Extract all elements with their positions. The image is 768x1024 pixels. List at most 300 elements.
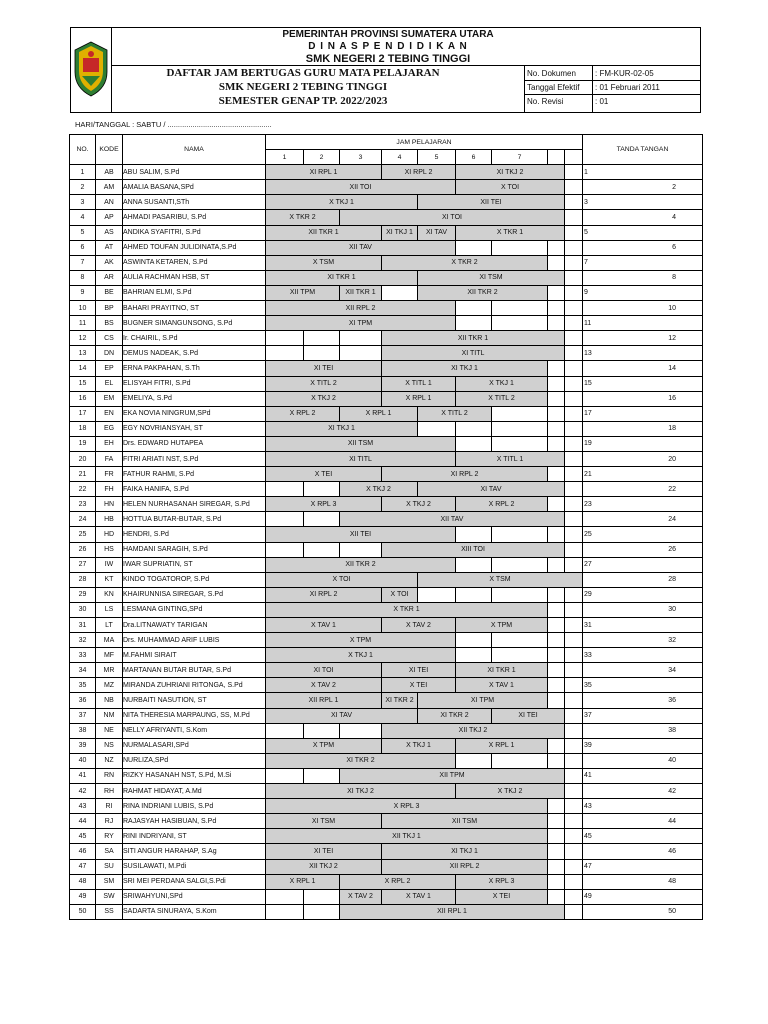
period-cell-empty <box>548 527 565 542</box>
class-assignment: X RPL 1 <box>266 874 340 889</box>
signature-cell: 38 <box>583 723 703 738</box>
table-row <box>70 165 703 180</box>
class-assignment: XII TKR 2 <box>418 285 548 300</box>
period-cell-empty <box>492 421 548 436</box>
teacher-code: SU <box>96 859 123 874</box>
class-assignment: XII TKR 1 <box>266 225 382 240</box>
row-number: 24 <box>70 512 96 527</box>
period-cell-empty <box>304 889 340 904</box>
period-cell-empty <box>565 255 583 270</box>
period-cell-empty <box>548 587 565 602</box>
teacher-code: NZ <box>96 753 123 768</box>
table-row <box>70 436 703 451</box>
signature-cell: 29 <box>583 587 703 602</box>
period-cell-empty <box>304 723 340 738</box>
class-assignment: XII TKR 1 <box>382 331 565 346</box>
signature-cell: 23 <box>583 497 703 512</box>
table-row <box>70 391 703 406</box>
teacher-name: Drs. EDWARD HUTAPEA <box>123 436 266 451</box>
class-assignment: XIII TOI <box>382 542 565 557</box>
class-assignment: X TKJ 2 <box>266 391 382 406</box>
teacher-code: NM <box>96 708 123 723</box>
table-row <box>70 195 703 210</box>
period-cell-empty <box>565 165 583 180</box>
teacher-code: AB <box>96 165 123 180</box>
period-cell-empty <box>548 874 565 889</box>
period-cell-empty <box>304 542 340 557</box>
period-cell-empty <box>565 467 583 482</box>
teacher-code: KT <box>96 572 123 587</box>
class-assignment: X TKJ 1 <box>266 195 418 210</box>
title-line-1: DAFTAR JAM BERTUGAS GURU MATA PELAJARAN <box>166 67 440 79</box>
teacher-name: SRIWAHYUNI,SPd <box>123 889 266 904</box>
row-number: 17 <box>70 406 96 421</box>
table-row <box>70 512 703 527</box>
teacher-code: KN <box>96 587 123 602</box>
teacher-name: BUGNER SIMANGUNSONG, S.Pd <box>123 316 266 331</box>
period-cell-empty <box>266 482 304 497</box>
teacher-code: AK <box>96 255 123 270</box>
class-assignment: XI RPL 1 <box>266 165 382 180</box>
docinfo-divider <box>524 65 525 113</box>
table-row <box>70 285 703 300</box>
period-cell-empty <box>565 663 583 678</box>
teacher-code: MR <box>96 663 123 678</box>
signature-cell: 4 <box>583 210 703 225</box>
period-cell-empty <box>565 436 583 451</box>
class-assignment: XI RPL 2 <box>266 587 382 602</box>
table-row <box>70 557 703 572</box>
province-emblem-icon <box>72 40 110 100</box>
table-row <box>70 467 703 482</box>
period-cell-empty <box>565 376 583 391</box>
period-cell-empty <box>548 467 565 482</box>
teacher-code: HD <box>96 527 123 542</box>
teacher-name: KINDO TOGATOROP, S.Pd <box>123 572 266 587</box>
signature-cell: 37 <box>583 708 703 723</box>
class-assignment: X RPL 2 <box>266 406 340 421</box>
class-assignment: XII TEI <box>266 527 456 542</box>
teacher-code: AM <box>96 180 123 195</box>
revision-value: : 01 <box>595 97 609 106</box>
row-number: 20 <box>70 451 96 466</box>
class-assignment: XI TEI <box>492 708 565 723</box>
class-assignment: XI TKR 2 <box>418 708 492 723</box>
table-row <box>70 255 703 270</box>
title-line-2: SMK NEGERI 2 TEBING TINGGI <box>218 81 388 93</box>
period-cell-empty <box>565 738 583 753</box>
teacher-code: AN <box>96 195 123 210</box>
teacher-code: FH <box>96 482 123 497</box>
class-assignment: X RPL 3 <box>266 497 382 512</box>
period-cell-empty <box>548 648 565 663</box>
period-cell-empty <box>565 678 583 693</box>
class-assignment: XI RPL 2 <box>382 467 548 482</box>
signature-cell: 33 <box>583 648 703 663</box>
row-number: 47 <box>70 859 96 874</box>
logo-cell <box>71 28 112 113</box>
teacher-code: BP <box>96 301 123 316</box>
teacher-code: AR <box>96 270 123 285</box>
gov-line: PEMERINTAH PROVINSI SUMATERA UTARA <box>282 29 494 40</box>
period-cell-empty <box>304 512 340 527</box>
class-assignment: XI TKR 2 <box>266 753 456 768</box>
row-number: 37 <box>70 708 96 723</box>
period-cell-empty <box>456 527 492 542</box>
class-assignment: XI TPM <box>266 316 456 331</box>
col-nama: NAMA <box>123 135 266 165</box>
table-row <box>70 497 703 512</box>
row-number: 2 <box>70 180 96 195</box>
class-assignment: X TEI <box>266 467 382 482</box>
period-cell-empty <box>492 753 548 768</box>
class-assignment: XI TEI <box>382 663 456 678</box>
period-cell-empty <box>565 618 583 633</box>
class-assignment: XI TKR 2 <box>382 693 418 708</box>
period-cell-empty <box>548 316 565 331</box>
signature-cell: 47 <box>583 859 703 874</box>
school-line: SMK NEGERI 2 TEBING TINGGI <box>305 53 471 65</box>
row-number: 26 <box>70 542 96 557</box>
class-assignment: X RPL 3 <box>456 874 548 889</box>
teacher-code: SS <box>96 904 123 919</box>
period-cell-empty <box>492 633 548 648</box>
table-row <box>70 708 703 723</box>
signature-cell: 41 <box>583 768 703 783</box>
period-cell-empty <box>548 844 565 859</box>
period-cell-empty <box>548 436 565 451</box>
teacher-name: RIZKY HASANAH NST, S.Pd, M.Si <box>123 768 266 783</box>
period-cell-empty <box>565 361 583 376</box>
period-cell-empty <box>565 889 583 904</box>
teacher-code: HB <box>96 512 123 527</box>
table-row <box>70 753 703 768</box>
teacher-code: MF <box>96 648 123 663</box>
header-divider <box>111 65 701 66</box>
teacher-name: ANNA SUSANTI,STh <box>123 195 266 210</box>
table-row <box>70 889 703 904</box>
class-assignment: X TKR 2 <box>382 255 548 270</box>
row-number: 44 <box>70 814 96 829</box>
period-cell-empty <box>565 587 583 602</box>
class-assignment: XII TSM <box>266 436 456 451</box>
signature-cell: 49 <box>583 889 703 904</box>
class-assignment: X TAV 2 <box>266 678 382 693</box>
period-cell-empty <box>548 753 565 768</box>
period-cell-empty <box>456 557 492 572</box>
class-assignment: X TKJ 1 <box>456 376 548 391</box>
table-row <box>70 361 703 376</box>
col-period-2: 2 <box>304 150 340 165</box>
col-period-4: 4 <box>382 150 418 165</box>
teacher-name: FITRI ARIATI NST, S.Pd <box>123 451 266 466</box>
class-assignment: XI TAV <box>266 708 418 723</box>
teacher-code: AS <box>96 225 123 240</box>
table-body <box>70 165 703 920</box>
teacher-name: NURMALASARI,SPd <box>123 738 266 753</box>
class-assignment: XI TKJ 1 <box>382 844 548 859</box>
period-cell-empty <box>548 255 565 270</box>
period-cell-empty <box>456 753 492 768</box>
period-cell-empty <box>266 723 304 738</box>
row-number: 22 <box>70 482 96 497</box>
class-assignment: X RPL 2 <box>456 497 548 512</box>
class-assignment: XII TKR 1 <box>340 285 382 300</box>
row-number: 8 <box>70 270 96 285</box>
row-number: 25 <box>70 527 96 542</box>
table-row <box>70 451 703 466</box>
class-assignment: X TKJ 2 <box>340 482 418 497</box>
class-assignment: XI TKJ 2 <box>266 784 456 799</box>
class-assignment: XI TITL <box>266 451 456 466</box>
period-cell-empty <box>548 406 565 421</box>
class-assignment: XI TEI <box>266 361 382 376</box>
row-number: 42 <box>70 784 96 799</box>
table-row <box>70 210 703 225</box>
class-assignment: X RPL 1 <box>382 391 456 406</box>
table-row <box>70 346 703 361</box>
period-cell-empty <box>565 331 583 346</box>
class-assignment: XII TKJ 2 <box>382 723 565 738</box>
table-row <box>70 482 703 497</box>
teacher-name: MARTANAN BUTAR BUTAR, S.Pd <box>123 663 266 678</box>
row-number: 23 <box>70 497 96 512</box>
teacher-code: RN <box>96 768 123 783</box>
row-number: 43 <box>70 799 96 814</box>
class-assignment: XI TOI <box>340 210 565 225</box>
period-cell-empty <box>548 678 565 693</box>
teacher-name: HOTTUA BUTAR-BUTAR, S.Pd <box>123 512 266 527</box>
teacher-name: MIRANDA ZUHRIANI RITONGA, S.Pd <box>123 678 266 693</box>
period-cell-empty <box>456 316 492 331</box>
teacher-code: RY <box>96 829 123 844</box>
teacher-name: RINI INDRIYANI, ST <box>123 829 266 844</box>
teacher-name: SRI MEI PERDANA SALGI,S.Pdi <box>123 874 266 889</box>
table-row <box>70 527 703 542</box>
effective-date-value: : 01 Februari 2011 <box>595 83 660 92</box>
signature-cell: 16 <box>583 391 703 406</box>
class-assignment: XII TAV <box>266 240 456 255</box>
row-number: 6 <box>70 240 96 255</box>
table-row <box>70 663 703 678</box>
row-number: 3 <box>70 195 96 210</box>
table-row <box>70 225 703 240</box>
table-row <box>70 844 703 859</box>
table-row <box>70 270 703 285</box>
docinfo-row-line-2 <box>524 94 701 95</box>
teacher-code: NE <box>96 723 123 738</box>
class-assignment: XI TKJ 2 <box>456 165 565 180</box>
class-assignment: X TPM <box>266 633 456 648</box>
table-row <box>70 829 703 844</box>
table-row <box>70 693 703 708</box>
period-cell-empty <box>548 829 565 844</box>
period-cell-empty <box>492 436 548 451</box>
period-cell-empty <box>492 406 548 421</box>
class-assignment: XI TAV <box>418 225 456 240</box>
table-row <box>70 633 703 648</box>
period-cell-empty <box>565 542 583 557</box>
signature-cell: 31 <box>583 618 703 633</box>
table-row <box>70 859 703 874</box>
class-assignment: X TSM <box>266 255 382 270</box>
teacher-code: BS <box>96 316 123 331</box>
signature-cell: 3 <box>583 195 703 210</box>
class-assignment: X TOI <box>382 587 418 602</box>
period-cell-empty <box>565 527 583 542</box>
period-cell-empty <box>565 512 583 527</box>
teacher-code: MZ <box>96 678 123 693</box>
teacher-name: DEMUS NADEAK, S.Pd <box>123 346 266 361</box>
class-assignment: X TITL 1 <box>456 451 565 466</box>
table-row <box>70 406 703 421</box>
period-cell-empty <box>266 331 304 346</box>
signature-cell: 46 <box>583 844 703 859</box>
period-cell-empty <box>266 768 304 783</box>
period-cell-empty <box>492 527 548 542</box>
period-cell-empty <box>565 301 583 316</box>
period-cell-empty <box>565 482 583 497</box>
period-cell-empty <box>565 904 583 919</box>
teacher-name: SUSILAWATI, M.Pdi <box>123 859 266 874</box>
period-cell-empty <box>565 768 583 783</box>
row-number: 12 <box>70 331 96 346</box>
signature-cell: 22 <box>583 482 703 497</box>
period-cell-empty <box>565 421 583 436</box>
class-assignment: XI TKR 1 <box>456 663 548 678</box>
class-assignment: X RPL 2 <box>340 874 456 889</box>
day-date-line: HARI/TANGGAL : SABTU / .................................................. <box>75 120 272 129</box>
period-cell-empty <box>340 331 382 346</box>
class-assignment: X TPM <box>266 738 382 753</box>
teacher-name: BAHRIAN ELMI, S.Pd <box>123 285 266 300</box>
teacher-name: ELISYAH FITRI, S.Pd <box>123 376 266 391</box>
class-assignment: X TOI <box>456 180 565 195</box>
teacher-code: EM <box>96 391 123 406</box>
period-cell-empty <box>565 406 583 421</box>
class-assignment: XII TAV <box>340 512 565 527</box>
row-number: 46 <box>70 844 96 859</box>
teacher-name: M.FAHMI SIRAIT <box>123 648 266 663</box>
class-assignment: X TAV 2 <box>382 618 456 633</box>
class-assignment: XI TKJ 1 <box>382 361 548 376</box>
teacher-name: SITI ANGUR HARAHAP, S.Ag <box>123 844 266 859</box>
teacher-name: EGY NOVRIANSYAH, ST <box>123 421 266 436</box>
period-cell-empty <box>456 648 492 663</box>
table-row <box>70 799 703 814</box>
period-cell-empty <box>418 421 456 436</box>
teacher-code: IW <box>96 557 123 572</box>
signature-cell: 18 <box>583 421 703 436</box>
period-cell-empty <box>304 482 340 497</box>
row-number: 31 <box>70 618 96 633</box>
period-cell-empty <box>266 889 304 904</box>
period-cell-empty <box>304 346 340 361</box>
teacher-name: AMALIA BASANA,SPd <box>123 180 266 195</box>
signature-cell: 36 <box>583 693 703 708</box>
signature-cell: 42 <box>583 784 703 799</box>
class-assignment: X TSM <box>418 572 583 587</box>
teacher-code: RI <box>96 799 123 814</box>
signature-cell: 27 <box>583 557 703 572</box>
class-assignment: XI TSM <box>418 270 565 285</box>
class-assignment: XII RPL 1 <box>340 904 565 919</box>
row-number: 5 <box>70 225 96 240</box>
class-assignment: XI TOI <box>266 663 382 678</box>
teacher-code: RJ <box>96 814 123 829</box>
signature-cell: 45 <box>583 829 703 844</box>
teacher-name: ERNA PAKPAHAN, S.Th <box>123 361 266 376</box>
period-cell-empty <box>266 904 304 919</box>
row-number: 45 <box>70 829 96 844</box>
table-row <box>70 542 703 557</box>
period-cell-empty <box>565 346 583 361</box>
period-cell-empty <box>565 633 583 648</box>
period-cell-empty <box>266 346 304 361</box>
class-assignment: X TITL 1 <box>382 376 456 391</box>
signature-cell: 32 <box>583 633 703 648</box>
period-cell-empty <box>548 361 565 376</box>
signature-cell: 25 <box>583 527 703 542</box>
class-assignment: X TKR 1 <box>266 602 548 617</box>
period-cell-empty <box>266 542 304 557</box>
period-cell-empty <box>456 587 492 602</box>
class-assignment: XI TITL <box>382 346 565 361</box>
teacher-code: SA <box>96 844 123 859</box>
teacher-name: RINA INDRIANI LUBIS, S.Pd <box>123 799 266 814</box>
period-cell-empty <box>548 557 565 572</box>
row-number: 9 <box>70 285 96 300</box>
col-period-extra-1 <box>548 150 565 165</box>
period-cell-empty <box>565 195 583 210</box>
period-cell-empty <box>492 240 548 255</box>
period-cell-empty <box>565 210 583 225</box>
class-assignment: XII RPL 2 <box>382 859 548 874</box>
row-number: 41 <box>70 768 96 783</box>
table-row <box>70 784 703 799</box>
teacher-code: HS <box>96 542 123 557</box>
class-assignment: X TKJ 1 <box>382 738 456 753</box>
class-assignment: X RPL 1 <box>340 406 418 421</box>
class-assignment: X TITL 2 <box>418 406 492 421</box>
teacher-name: NURLIZA,SPd <box>123 753 266 768</box>
class-assignment: X TKJ 2 <box>456 784 565 799</box>
period-cell-empty <box>565 648 583 663</box>
class-assignment: X TEI <box>456 889 548 904</box>
signature-cell: 43 <box>583 799 703 814</box>
teacher-name: Dra.LITNAWATY TARIGAN <box>123 618 266 633</box>
period-cell-empty <box>565 391 583 406</box>
period-cell-empty <box>565 814 583 829</box>
class-assignment: XI TKJ 1 <box>266 421 418 436</box>
period-cell-empty <box>548 240 565 255</box>
teacher-name: IWAR SUPRIATIN, ST <box>123 557 266 572</box>
row-number: 19 <box>70 436 96 451</box>
period-cell-empty <box>456 301 492 316</box>
period-cell-empty <box>456 421 492 436</box>
row-number: 36 <box>70 693 96 708</box>
revision-label: No. Revisi <box>527 97 564 106</box>
period-cell-empty <box>565 693 583 708</box>
period-cell-empty <box>565 270 583 285</box>
period-cell-empty <box>548 421 565 436</box>
period-cell-empty <box>548 301 565 316</box>
signature-cell: 21 <box>583 467 703 482</box>
signature-cell: 14 <box>583 361 703 376</box>
row-number: 13 <box>70 346 96 361</box>
period-cell-empty <box>548 618 565 633</box>
class-assignment: XII RPL 1 <box>266 693 382 708</box>
